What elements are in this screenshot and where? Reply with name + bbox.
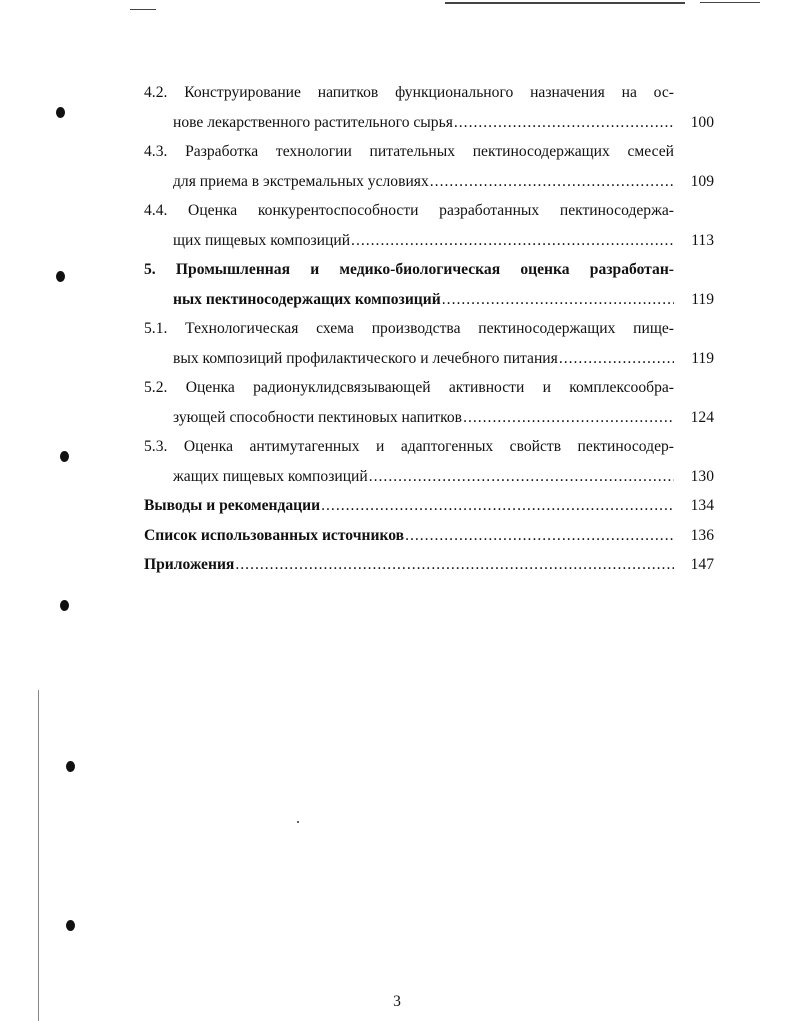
page-number: 3 xyxy=(393,993,401,1010)
toc-page-number: 130 xyxy=(690,467,714,485)
scan-artifact-top-right xyxy=(445,2,685,4)
dot-leader xyxy=(235,550,674,580)
toc-entry-title: 4.3. Разработка технологии питательных пектиносодержащих смесей xyxy=(144,143,674,160)
binder-hole-mark xyxy=(66,761,75,772)
toc-entry-title: Приложения xyxy=(144,556,235,573)
toc-page-number: 109 xyxy=(690,172,714,190)
toc-entry-5-3[interactable] xyxy=(144,432,714,491)
toc-page-number: 134 xyxy=(690,497,714,514)
dot-leader xyxy=(442,285,674,315)
binder-hole-mark xyxy=(66,920,75,931)
toc-entry-title: 5.3. Оценка антимутагенных и адаптогенных свойств пектиносодер- xyxy=(144,438,674,455)
binder-hole-mark xyxy=(56,107,65,118)
toc-entry-5[interactable] xyxy=(144,255,714,314)
toc-entry-title-cont: вых композиций профилактического и лечебного питания xyxy=(173,349,558,367)
toc-entry-title: 4.2. Конструирование напитков функционального назначения на ос- xyxy=(144,84,674,101)
toc-page-number: 119 xyxy=(691,349,714,367)
toc-entry-title-cont: жащих пищевых композиций xyxy=(173,467,368,485)
toc-entry-title-cont: для приема в экстремальных условиях xyxy=(173,172,429,190)
dot-leader xyxy=(559,344,674,374)
toc-page-number: 100 xyxy=(690,113,714,131)
toc-entry-title-cont: нове лекарственного растительного сырья xyxy=(173,113,453,131)
dot-leader xyxy=(430,167,674,197)
toc-entry-5-2[interactable] xyxy=(144,373,714,432)
toc-entry-4-2[interactable] xyxy=(144,78,714,137)
toc-entry-title: 5. Промышленная и медико-биологическая оценка разработан- xyxy=(144,261,674,278)
dot-leader xyxy=(369,462,674,492)
dot-leader xyxy=(463,403,674,433)
toc-entry-title-cont: ных пектиносодержащих композиций xyxy=(173,290,441,308)
toc-page-number: 124 xyxy=(690,408,714,426)
toc-entry-conclusions[interactable] xyxy=(144,491,714,521)
dot-leader xyxy=(321,491,674,521)
binder-hole-mark xyxy=(60,451,69,462)
dot-leader xyxy=(405,521,674,551)
toc-page-number: 147 xyxy=(690,556,714,573)
dot-leader xyxy=(351,226,674,256)
toc-page-number: 113 xyxy=(691,231,714,249)
toc-entry-title: Выводы и рекомендации xyxy=(144,497,321,514)
toc-entry-title: Список использованных источников xyxy=(144,526,405,544)
scan-speck xyxy=(297,821,299,823)
toc-entry-title: 4.4. Оценка конкурентоспособности разработанных пектиносодержа- xyxy=(144,202,674,219)
toc-entry-4-3[interactable] xyxy=(144,137,714,196)
scan-artifact-left-edge xyxy=(38,690,39,1021)
toc-entry-references[interactable] xyxy=(144,521,714,551)
toc-entry-appendices[interactable] xyxy=(144,550,714,580)
toc-entry-4-4[interactable] xyxy=(144,196,714,255)
scan-artifact-top-right-2 xyxy=(700,2,760,3)
binder-hole-mark xyxy=(56,271,65,282)
toc-entry-title-cont: щих пищевых композиций xyxy=(173,231,351,249)
scan-artifact-top-left xyxy=(130,9,156,10)
toc-entry-title-cont: зующей способности пектиновых напитков xyxy=(173,408,463,426)
table-of-contents xyxy=(144,78,714,580)
toc-entry-title: 5.1. Технологическая схема производства пектиносодержащих пище- xyxy=(144,320,674,337)
toc-entry-title: 5.2. Оценка радионуклидсвязывающей активности и комплексообра- xyxy=(144,379,674,396)
toc-entry-5-1[interactable] xyxy=(144,314,714,373)
dot-leader xyxy=(454,108,674,138)
binder-hole-mark xyxy=(60,600,69,611)
toc-page-number: 136 xyxy=(690,526,714,544)
toc-page-number: 119 xyxy=(691,290,714,308)
